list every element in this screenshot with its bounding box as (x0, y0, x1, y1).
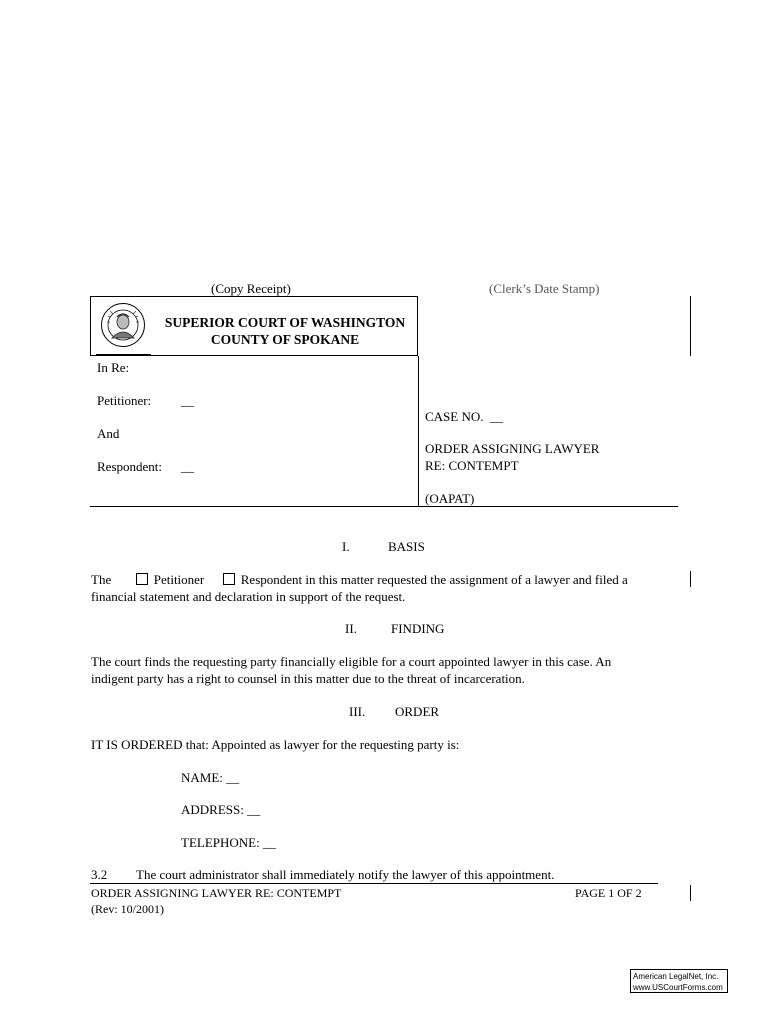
caption-divider (418, 356, 419, 506)
case-no-label: CASE NO. (425, 409, 484, 424)
section-basis-number: I. (342, 539, 350, 554)
petitioner-checkbox[interactable] (136, 573, 148, 585)
change-bar (690, 571, 691, 587)
court-line-1: SUPERIOR COURT OF WASHINGTON (164, 315, 406, 330)
section-order-title: ORDER (395, 704, 440, 719)
footer-rule (90, 883, 658, 884)
order-item-text: The court administrator shall immediately notify the lawyer of this appointment. (136, 867, 555, 882)
form-code: (OAPAT) (425, 491, 475, 506)
washington-seal-icon (100, 302, 146, 348)
basis-the: The (91, 572, 112, 587)
finding-line-2: indigent party has a right to counsel in this matter due to the threat of incarceration. (91, 671, 525, 686)
publisher-box (630, 969, 728, 993)
case-number (425, 409, 503, 425)
footer-title: ORDER ASSIGNING LAWYER RE: CONTEMPT (91, 886, 342, 900)
change-bar (690, 885, 691, 901)
lawyer-telephone-field[interactable]: TELEPHONE: __ (181, 835, 276, 850)
section-basis-heading (342, 539, 425, 555)
respondent-checkbox[interactable] (223, 573, 235, 585)
copy-receipt-label: (Copy Receipt) (211, 281, 291, 296)
clerk-date-stamp-label: (Clerk’s Date Stamp) (489, 281, 600, 296)
lawyer-name-field[interactable]: NAME: __ (181, 770, 240, 785)
basis-line-1 (91, 572, 628, 588)
section-order-number: III. (349, 704, 366, 719)
section-basis-title: BASIS (388, 539, 425, 554)
finding-line-1: The court finds the requesting party financially eligible for a court appointed lawyer in this case. An (91, 654, 612, 669)
section-order-heading (349, 704, 439, 720)
order-title-line-2: RE: CONTEMPT (425, 458, 519, 473)
footer-page-number: PAGE 1 OF 2 (575, 886, 642, 900)
respondent-field[interactable]: __ (181, 459, 194, 474)
publisher-name: American LegalNet, Inc. (633, 972, 719, 981)
order-intro: IT IS ORDERED that: Appointed as lawyer for the requesting party is: (91, 737, 460, 752)
respondent-checkbox-label: Respondent in this matter requested the assignment of a lawyer and filed a (240, 572, 628, 587)
change-bar (690, 296, 691, 356)
footer-revision: (Rev: 10/2001) (91, 902, 164, 916)
basis-line-2: financial statement and declaration in support of the request. (91, 589, 406, 604)
publisher-url[interactable]: www.USCourtForms.com (633, 983, 723, 992)
in-re-label: In Re: (97, 360, 130, 375)
order-title-line-1: ORDER ASSIGNING LAWYER (425, 441, 600, 456)
petitioner-label: Petitioner: (97, 393, 152, 408)
order-item-number: 3.2 (91, 867, 108, 882)
petitioner-checkbox-label: Petitioner (153, 572, 205, 587)
petitioner-field[interactable]: __ (181, 393, 194, 408)
section-finding-heading (345, 621, 444, 637)
order-item-3-2 (91, 867, 554, 883)
seal-underline (96, 354, 151, 355)
court-name (150, 314, 420, 348)
respondent-label: Respondent: (97, 459, 162, 474)
section-finding-number: II. (345, 621, 357, 636)
and-label: And (97, 426, 120, 441)
lawyer-address-field[interactable]: ADDRESS: __ (181, 802, 261, 817)
section-finding-title: FINDING (391, 621, 445, 636)
caption-bottom-rule (90, 506, 678, 507)
case-no-field[interactable]: __ (490, 409, 504, 424)
court-line-2: COUNTY OF SPOKANE (210, 332, 360, 347)
